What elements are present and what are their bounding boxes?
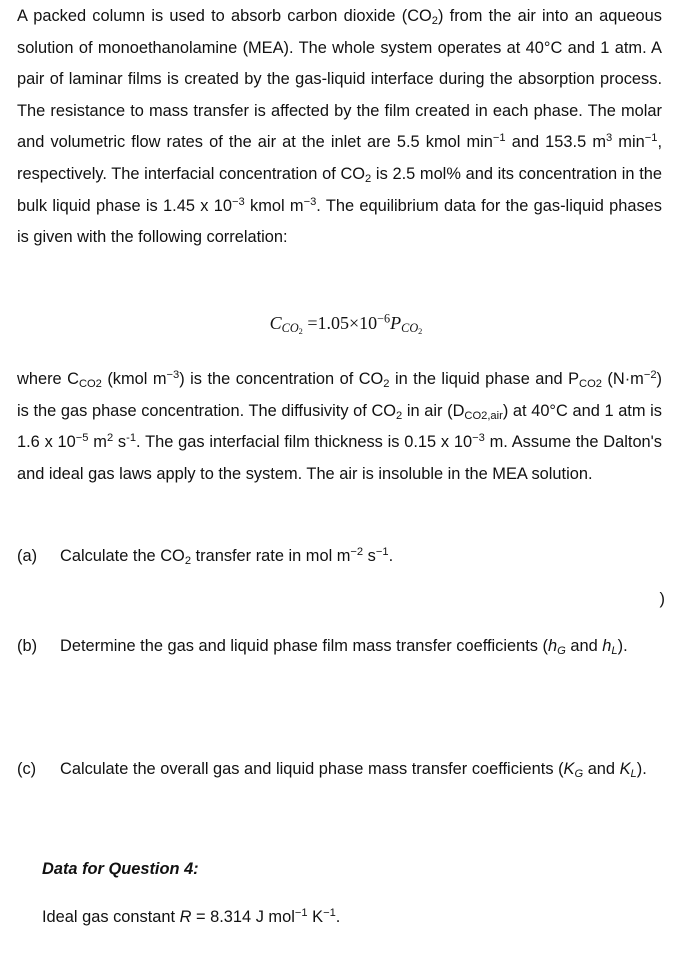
- eq-equals: =: [307, 313, 318, 333]
- gas-constant-exp2: −1: [323, 906, 336, 919]
- eq-exponent: −6: [377, 311, 391, 326]
- part-c-text: Calculate the overall gas and liquid phase mass transfer coefficients ($K_G$ and $K_L$).: [60, 760, 647, 780]
- equilibrium-equation: [0, 308, 692, 338]
- gas-constant-label: Ideal gas constant: [42, 908, 180, 926]
- marks-bracket: ): [659, 590, 665, 608]
- eq-rhs-subsub: 2: [418, 327, 423, 337]
- variable-definitions: where $C_{CO2}$ (kmol $m^{-3}$) is the concentration of $CO_2$ in the liquid phase and $P_{CO2}$ $(N\cdot m^{-2})$ is the gas phase concentration. The diffusivity of $CO_2$ in air $(D_{CO2,air})$ at 40°C and 1 atm is 1.6 x $10^{-5}$ $m^2$ $s^{-1}$. The gas interfacial film thickness is 0.15 x $10^{-3}$ m. Assume the Dalton's and ideal gas laws apply to the system. The air is insoluble in the MEA solution.: [17, 368, 662, 483]
- gas-constant-line: [42, 903, 340, 931]
- eq-times: ×: [348, 313, 360, 333]
- part-c-letter: (c): [17, 760, 37, 778]
- gas-constant-end: .: [335, 908, 341, 926]
- eq-rhs-sub: CO: [401, 321, 419, 336]
- problem-statement: A packed column is used to absorb carbon dioxide $(CO_2)$ from the air into an aqueous solution of monoethanolamine (MEA). The whole system operates at 40°C and 1 atm. A pair of laminar films is created by the gas-liquid interface during the absorption process. The resistance to mass transfer is affected by the film created in each phase. The molar and volumetric flow rates of the air at the inlet are 5.5 kmol $\min^{-1}$ and 153.5 $m^3$ $\min^{-1}$, respectively. The interfacial concentration of $CO_2$ is 2.5 mol% and its concentration in the bulk liquid phase is 1.45 x $10^{-3}$ kmol $m^{-3}$. The equilibrium data for the gas-liquid phases is given with the following correlation:: [17, 7, 662, 247]
- eq-lhs-sub: CO: [281, 321, 299, 336]
- gas-constant-value: = 8.314 J mol: [191, 908, 295, 926]
- eq-lhs-symbol: C: [269, 313, 282, 333]
- gas-constant-mid: K: [307, 908, 324, 926]
- eq-lhs-subsub: 2: [298, 327, 303, 337]
- eq-base: 10: [359, 313, 378, 333]
- part-a-text: Calculate the $CO_2$ transfer rate in mol $m^{-2}$ $s^{-1}$.: [60, 545, 394, 567]
- part-b-letter: (b): [17, 637, 38, 655]
- part-a-letter: (a): [17, 547, 38, 565]
- part-b-text: Determine the gas and liquid phase film mass transfer coefficients ($h_G$ and $h_L$).: [60, 637, 628, 657]
- eq-coefficient: 1.05: [317, 313, 349, 333]
- eq-rhs-symbol: P: [390, 313, 402, 333]
- gas-constant-exp1: −1: [294, 906, 308, 919]
- gas-constant-symbol: R: [179, 908, 192, 926]
- data-heading: Data for Question 4:: [42, 860, 199, 878]
